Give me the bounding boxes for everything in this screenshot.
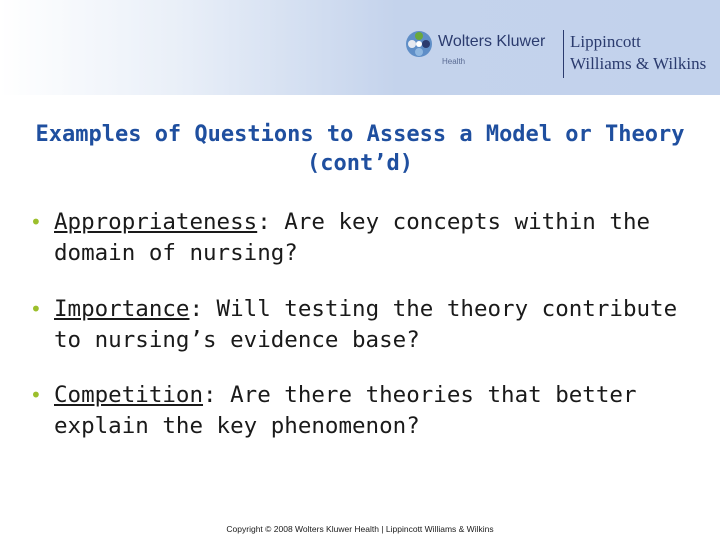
bullet-term: Appropriateness [54, 209, 258, 235]
logo-brand-line2: Williams & Wilkins [570, 54, 707, 73]
bullet-text [30, 207, 700, 269]
bullet-body: : Will testing the theory contribute to nursing’s evidence base? [54, 296, 678, 353]
bullet-dot-icon: • [30, 210, 42, 234]
bullet-appropriateness [30, 207, 700, 269]
logo-company-name: Wolters Kluwer [438, 33, 546, 50]
bullet-text [30, 380, 700, 442]
slide-title: Examples of Questions to Assess a Model or Theory (cont’d) [35, 122, 685, 176]
bullet-body: : Are there theories that better explain the key phenomenon? [54, 382, 637, 439]
bullet-dot-icon: • [30, 297, 42, 321]
bullet-competition [30, 380, 700, 442]
bullet-term: Competition [54, 382, 204, 408]
wolters-kluwer-logo-icon [405, 30, 433, 58]
bullet-body: : Are key concepts within the domain of nursing? [54, 209, 651, 266]
copyright-footer: Copyright © 2008 Wolters Kluwer Health | Lippincott Williams & Wilkins [226, 524, 494, 534]
bullet-dot-icon: • [30, 383, 42, 407]
bullet-text [30, 294, 700, 356]
publisher-logo [405, 28, 720, 80]
bullet-term: Importance [54, 296, 190, 322]
bullet-importance [30, 294, 700, 356]
logo-division: Health [442, 57, 466, 66]
logo-brand-line1: Lippincott [570, 32, 641, 51]
logo-divider [563, 30, 564, 78]
